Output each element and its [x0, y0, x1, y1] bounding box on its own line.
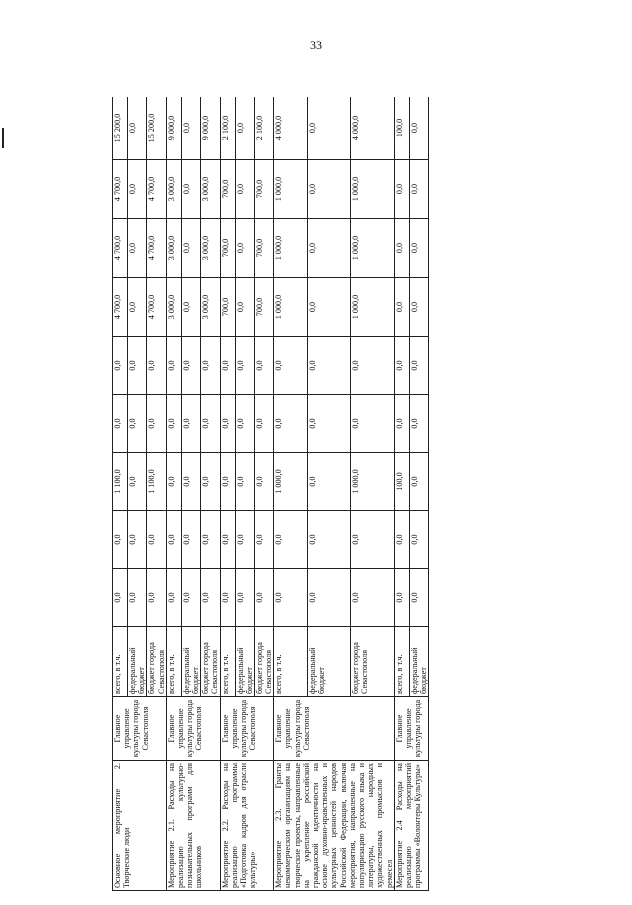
amount-cell: 0,0 — [409, 395, 428, 453]
amount-cell: 3 000,0 — [201, 219, 220, 278]
amount-cell: 0,0 — [235, 219, 254, 278]
amount-cell: 0,0 — [128, 219, 147, 278]
amount-cell: 0,0 — [254, 569, 273, 627]
amount-cell: 0,0 — [274, 395, 308, 453]
amount-cell: 0,0 — [181, 395, 200, 453]
amount-cell: 0,0 — [351, 511, 394, 569]
amount-cell: 0,0 — [409, 97, 428, 160]
amount-cell: 4 700,0 — [147, 278, 166, 337]
amount-cell: 9 000,0 — [166, 97, 181, 160]
amount-cell: 0,0 — [307, 511, 350, 569]
amount-cell: 0,0 — [220, 453, 235, 511]
amount-cell: 0,0 — [220, 395, 235, 453]
table-row — [113, 97, 128, 891]
amount-cell: 1 100,0 — [113, 453, 128, 511]
amount-cell: 0,0 — [166, 453, 181, 511]
activity-description: Основное мероприятие 2. Творческие люди — [113, 761, 167, 891]
amount-cell: 0,0 — [235, 278, 254, 337]
amount-cell: 0,0 — [394, 278, 409, 337]
amount-cell: 0,0 — [394, 160, 409, 219]
amount-cell: 0,0 — [235, 511, 254, 569]
amount-cell: 0,0 — [181, 453, 200, 511]
amount-cell: 0,0 — [274, 511, 308, 569]
activity-description: Мероприятие 2.2. Расходы на реализацию программы «Подготовка кадров для отрасли культуры» — [220, 761, 274, 891]
amount-cell: 0,0 — [181, 219, 200, 278]
amount-cell: 0,0 — [254, 511, 273, 569]
amount-cell: 100,0 — [394, 97, 409, 160]
amount-cell: 3 000,0 — [166, 278, 181, 337]
amount-cell: 700,0 — [254, 160, 273, 219]
amount-cell: 4 700,0 — [113, 219, 128, 278]
amount-cell: 0,0 — [307, 219, 350, 278]
amount-cell: 0,0 — [220, 337, 235, 395]
amount-cell: 0,0 — [181, 278, 200, 337]
amount-cell: 0,0 — [147, 395, 166, 453]
table-container — [112, 97, 567, 891]
funding-source: федеральный бюджет — [235, 627, 254, 697]
activity-description: Мероприятие 2.1. Расходы на реализацию культурно-познавательных программ для школьников — [166, 761, 220, 891]
responsible-organization: Главное управление культуры города Севастополя — [274, 697, 394, 761]
amount-cell: 0,0 — [307, 453, 350, 511]
amount-cell: 0,0 — [181, 569, 200, 627]
amount-cell: 0,0 — [113, 511, 128, 569]
amount-cell: 0,0 — [254, 395, 273, 453]
activity-description: Мероприятие 2.3. Гранты некоммерческим организациям на творческие проекты, направленные на укрепление российской гражданской идентичности на основе духовно-нравственных и культурных ценностей народов Российской Федерации, включая мероприятия, направленные на популяризацию русского языка и литературы, народных художественных промыслов и ремесел — [274, 761, 394, 891]
funding-source: всего, в т.ч. — [166, 627, 181, 697]
amount-cell: 0,0 — [181, 337, 200, 395]
amount-cell: 3 000,0 — [166, 219, 181, 278]
amount-cell: 9 000,0 — [201, 97, 220, 160]
amount-cell: 0,0 — [220, 569, 235, 627]
amount-cell: 1 000,0 — [274, 278, 308, 337]
amount-cell: 0,0 — [409, 511, 428, 569]
amount-cell: 4 700,0 — [147, 160, 166, 219]
amount-cell: 1 100,0 — [147, 453, 166, 511]
funding-source: бюджет города Севастополя — [201, 627, 220, 697]
funding-source: федеральный бюджет — [181, 627, 200, 697]
amount-cell: 0,0 — [409, 453, 428, 511]
table-row — [394, 97, 409, 891]
amount-cell: 0,0 — [274, 337, 308, 395]
amount-cell: 0,0 — [113, 337, 128, 395]
table-row — [220, 97, 235, 891]
amount-cell: 0,0 — [128, 395, 147, 453]
amount-cell: 0,0 — [128, 337, 147, 395]
amount-cell: 700,0 — [220, 219, 235, 278]
amount-cell: 0,0 — [307, 395, 350, 453]
amount-cell: 0,0 — [166, 511, 181, 569]
amount-cell: 700,0 — [220, 278, 235, 337]
amount-cell: 0,0 — [147, 337, 166, 395]
amount-cell: 0,0 — [409, 160, 428, 219]
amount-cell: 0,0 — [128, 511, 147, 569]
amount-cell: 0,0 — [307, 569, 350, 627]
responsible-organization: Главное управление культуры города Севастополя — [220, 697, 274, 761]
amount-cell: 1 000,0 — [351, 219, 394, 278]
amount-cell: 0,0 — [351, 337, 394, 395]
funding-source: бюджет города Севастополя — [351, 627, 394, 697]
amount-cell: 1 000,0 — [274, 160, 308, 219]
amount-cell: 0,0 — [166, 569, 181, 627]
amount-cell: 0,0 — [235, 453, 254, 511]
activity-description: Мероприятие 2.4 Расходы на реализацию мероприятий программы «Волонтеры Культуры» — [394, 761, 428, 891]
amount-cell: 0,0 — [409, 278, 428, 337]
amount-cell: 0,0 — [113, 395, 128, 453]
amount-cell: 0,0 — [166, 337, 181, 395]
funding-source: федеральный бюджет — [128, 627, 147, 697]
amount-cell: 1 000,0 — [351, 160, 394, 219]
amount-cell: 0,0 — [351, 395, 394, 453]
amount-cell: 0,0 — [181, 160, 200, 219]
amount-cell: 0,0 — [307, 278, 350, 337]
amount-cell: 700,0 — [254, 278, 273, 337]
amount-cell: 0,0 — [147, 511, 166, 569]
amount-cell: 0,0 — [394, 511, 409, 569]
amount-cell: 2 100,0 — [254, 97, 273, 160]
amount-cell: 0,0 — [409, 337, 428, 395]
amount-cell: 4 000,0 — [274, 97, 308, 160]
amount-cell: 0,0 — [181, 511, 200, 569]
rotated-table-frame — [112, 97, 567, 891]
funding-source: федеральный бюджет — [409, 627, 428, 697]
amount-cell: 100,0 — [394, 453, 409, 511]
amount-cell: 15 200,0 — [113, 97, 128, 160]
amount-cell: 0,0 — [201, 569, 220, 627]
amount-cell: 0,0 — [274, 569, 308, 627]
amount-cell: 0,0 — [128, 569, 147, 627]
amount-cell: 0,0 — [220, 511, 235, 569]
amount-cell: 0,0 — [394, 219, 409, 278]
amount-cell: 3 000,0 — [201, 278, 220, 337]
amount-cell: 0,0 — [147, 569, 166, 627]
amount-cell: 0,0 — [254, 337, 273, 395]
amount-cell: 0,0 — [235, 97, 254, 160]
amount-cell: 0,0 — [254, 453, 273, 511]
amount-cell: 0,0 — [394, 395, 409, 453]
amount-cell: 0,0 — [128, 278, 147, 337]
amount-cell: 0,0 — [235, 395, 254, 453]
amount-cell: 0,0 — [201, 395, 220, 453]
funding-source: всего, в т.ч. — [394, 627, 409, 697]
amount-cell: 0,0 — [166, 395, 181, 453]
amount-cell: 0,0 — [201, 453, 220, 511]
amount-cell: 1 000,0 — [274, 453, 308, 511]
amount-cell: 0,0 — [128, 160, 147, 219]
table-row — [166, 97, 181, 891]
funding-source: бюджет города Севастополя — [147, 627, 166, 697]
amount-cell: 0,0 — [351, 569, 394, 627]
funding-source: федеральный бюджет — [307, 627, 350, 697]
responsible-organization: Главное управление культуры города Севастополя — [113, 697, 167, 761]
amount-cell: 2 100,0 — [220, 97, 235, 160]
responsible-organization: Главное управление культуры города — [394, 697, 428, 761]
amount-cell: 0,0 — [235, 569, 254, 627]
amount-cell: 1 000,0 — [351, 278, 394, 337]
amount-cell: 4 700,0 — [113, 278, 128, 337]
amount-cell: 1 000,0 — [351, 453, 394, 511]
amount-cell: 0,0 — [128, 453, 147, 511]
amount-cell: 4 000,0 — [351, 97, 394, 160]
amount-cell: 0,0 — [128, 97, 147, 160]
funding-source: бюджет города Севастополя — [254, 627, 273, 697]
amount-cell: 0,0 — [113, 569, 128, 627]
responsible-organization: Главное управление культуры города Севастополя — [166, 697, 220, 761]
margin-mark — [2, 128, 4, 148]
amount-cell: 0,0 — [181, 97, 200, 160]
amount-cell: 0,0 — [235, 160, 254, 219]
amount-cell: 0,0 — [409, 219, 428, 278]
amount-cell: 0,0 — [394, 337, 409, 395]
amount-cell: 4 700,0 — [147, 219, 166, 278]
amount-cell: 700,0 — [254, 219, 273, 278]
table-row — [274, 97, 308, 891]
amount-cell: 0,0 — [201, 337, 220, 395]
amount-cell: 15 200,0 — [147, 97, 166, 160]
funding-source: всего, в т.ч. — [274, 627, 308, 697]
amount-cell: 3 000,0 — [166, 160, 181, 219]
amount-cell: 4 700,0 — [113, 160, 128, 219]
amount-cell: 700,0 — [220, 160, 235, 219]
funding-source: всего, в т.ч. — [220, 627, 235, 697]
amount-cell: 0,0 — [201, 511, 220, 569]
amount-cell: 0,0 — [307, 337, 350, 395]
amount-cell: 0,0 — [409, 569, 428, 627]
amount-cell: 0,0 — [307, 160, 350, 219]
amount-cell: 0,0 — [394, 569, 409, 627]
amount-cell: 0,0 — [235, 337, 254, 395]
page-number: 33 — [310, 38, 322, 52]
amount-cell: 0,0 — [307, 97, 350, 160]
budget-table — [112, 97, 429, 891]
amount-cell: 1 000,0 — [274, 219, 308, 278]
funding-source: всего, в т.ч. — [113, 627, 128, 697]
amount-cell: 3 000,0 — [201, 160, 220, 219]
